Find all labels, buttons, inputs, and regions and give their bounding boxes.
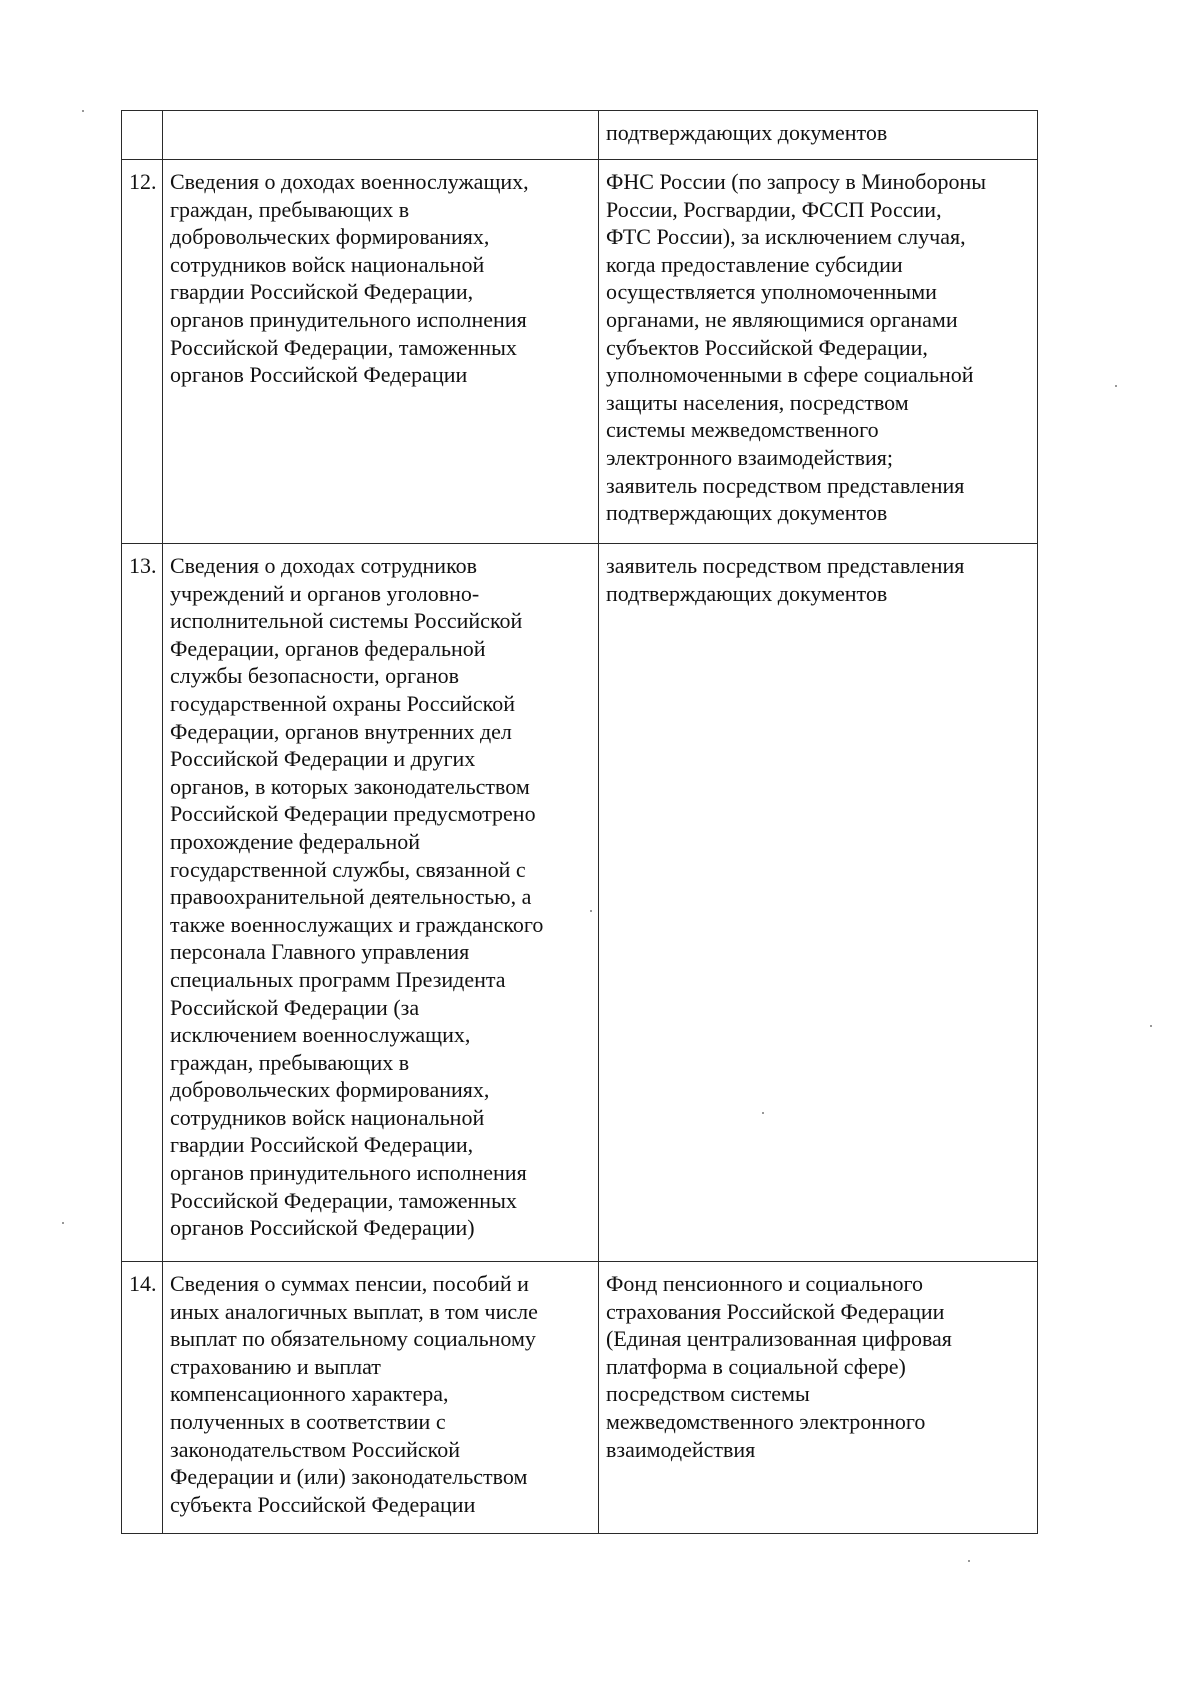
row-source: ФНС России (по запросу в Минобороны России, Росгвардии, ФССП России, ФТС России), за исключением случая, когда предоставление субсидии осуществляется уполномоченными органами, не являющимися органами субъектов Российской Федерации, уполномоченными в сфере социальной защиты населения, посредством системы межведомственного электронного взаимодействия; заявитель посредством представления подтверждающих документов [599,160,1038,544]
row-description: Сведения о суммах пенсии, пособий и иных аналогичных выплат, в том числе выплат по обязательному социальному страхованию и выплат компенсационного характера, полученных в соответствии с законодательством Российской Федерации и (или) законодательством субъекта Российской Федерации [163,1262,599,1534]
row-number [122,111,163,160]
scan-speck [62,1222,64,1224]
scan-speck [968,1560,970,1562]
table-row [122,544,1038,1262]
row-number: 12. [122,160,163,544]
table-row [122,160,1038,544]
row-number: 14. [122,1262,163,1534]
scan-speck [590,910,592,912]
scan-speck [762,1112,764,1114]
data-sources-table [121,110,1038,1534]
row-description: Сведения о доходах военнослужащих, граждан, пребывающих в добровольческих формированиях, сотрудников войск национальной гвардии Российской Федерации, органов принудительного исполнения Российской Федерации, таможенных органов Российской Федерации [163,160,599,544]
scan-speck [1115,385,1117,387]
table-row [122,1262,1038,1534]
row-description [163,111,599,160]
table-row [122,111,1038,160]
scan-speck [1150,1025,1152,1027]
row-number: 13. [122,544,163,1262]
row-description: Сведения о доходах сотрудников учреждений и органов уголовно- исполнительной системы Российской Федерации, органов федеральной службы безопасности, органов государственной охраны Российской Федерации, органов внутренних дел Российской Федерации и других органов, в которых законодательством Российской Федерации предусмотрено прохождение федеральной государственной службы, связанной с правоохранительной деятельностью, а также военнослужащих и гражданского персонала Главного управления специальных программ Президента Российской Федерации (за исключением военнослужащих, граждан, пребывающих в добровольческих формированиях, сотрудников войск национальной гвардии Российской Федерации, органов принудительного исполнения Российской Федерации, таможенных органов Российской Федерации) [163,544,599,1262]
row-source: заявитель посредством представления подтверждающих документов [599,544,1038,1262]
scan-speck [82,110,84,112]
row-source: Фонд пенсионного и социального страхования Российской Федерации (Единая централизованная цифровая платформа в социальной сфере) посредством системы межведомственного электронного взаимодействия [599,1262,1038,1534]
row-source: подтверждающих документов [599,111,1038,160]
